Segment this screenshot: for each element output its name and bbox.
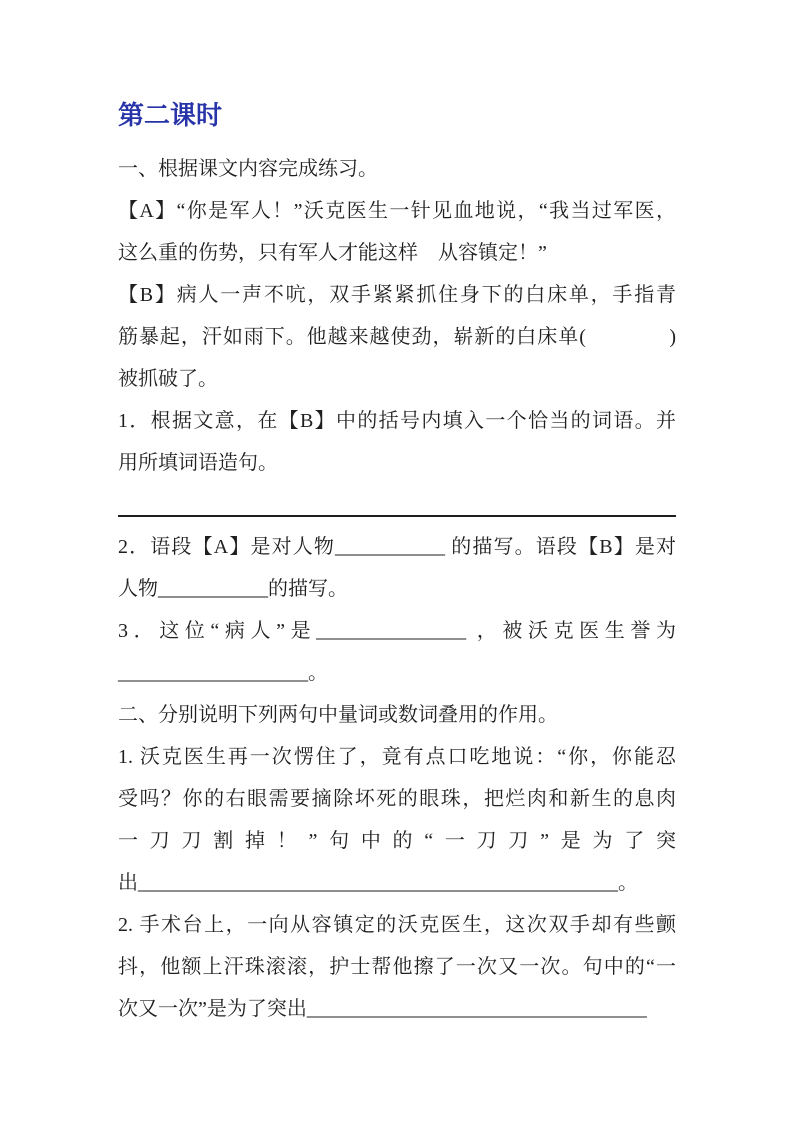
question-2-1-line-3: 一刀刀割掉！”句中的“一刀刀”是为了突 (118, 830, 676, 852)
lesson-heading: 第二课时 (118, 100, 223, 130)
question-1-2-line-1: 2．语段【A】是对人物___________ 的描写。语段【B】是对 (118, 536, 676, 558)
question-2-1-line-1: 1. 沃克医生再一次愣住了，竟有点口吃地说：“你，你能忍 (118, 746, 676, 768)
question-1-3-line-2: ___________________。 (118, 662, 328, 684)
question-2-1-line-4: 出________________________________________________。 (118, 872, 638, 894)
question-2-2-line-3: 次又一次”是为了突出__________________________________ (118, 998, 647, 1020)
passage-b-line-1: 【B】病人一声不吭，双手紧紧抓住身下的白床单，手指青 (118, 284, 676, 306)
answer-blank-rule (118, 484, 676, 526)
question-1-1-line-1: 1．根据文意，在【B】中的括号内填入一个恰当的词语。并 (118, 410, 676, 432)
question-1-2-line-2: 人物___________的描写。 (118, 578, 348, 600)
question-2-2-line-2: 抖，他额上汗珠滚滚，护士帮他擦了一次又一次。句中的“一 (118, 956, 676, 978)
passage-b-line-3: 被抓破了。 (118, 368, 218, 390)
question-2-2-line-1: 2. 手术台上，一向从容镇定的沃克医生，这次双手却有些颤 (118, 914, 676, 936)
passage-b-line-2: 筋暴起，汗如雨下。他越来越使劲，崭新的白床单( ) (118, 326, 676, 348)
section-two-title: 二、分别说明下列两句中量词或数词叠用的作用。 (118, 704, 558, 726)
passage-a-line-2: 这么重的伤势，只有军人才能这样 从容镇定！” (118, 242, 547, 264)
section-one-title: 一、根据课文内容完成练习。 (118, 158, 378, 180)
question-2-1-line-2: 受吗？你的右眼需要摘除坏死的眼珠，把烂肉和新生的息肉 (118, 788, 676, 810)
question-1-1-line-2: 用所填词语造句。 (118, 452, 278, 474)
question-1-3-line-1: 3．这位“病人”是_______________ ，被沃克医生誉为 (118, 620, 676, 642)
document-body (118, 92, 676, 1030)
passage-a-line-1: 【A】“你是军人！”沃克医生一针见血地说，“我当过军医， (118, 200, 676, 222)
